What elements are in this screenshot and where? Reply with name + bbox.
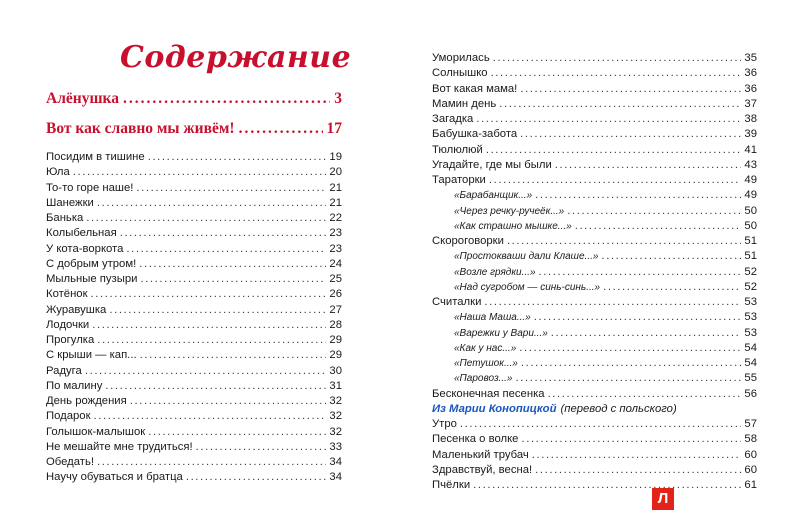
entry-page-number: 36	[744, 67, 757, 80]
toc-entry[interactable]	[46, 226, 342, 241]
entry-page-number: 28	[329, 318, 342, 331]
entry-page-number: 32	[329, 410, 342, 423]
dot-leader	[85, 364, 327, 379]
toc-entry[interactable]	[46, 150, 342, 165]
toc-entry[interactable]	[432, 417, 757, 432]
entry-page-number: 41	[744, 143, 757, 156]
toc-subentry[interactable]	[432, 265, 757, 280]
toc-subentry[interactable]	[432, 219, 757, 234]
entry-title: Утро	[432, 418, 457, 430]
entry-title: Посидим в тишине	[46, 151, 145, 163]
toc-subentry[interactable]	[432, 341, 757, 356]
entry-title: Колыбельная	[46, 227, 117, 240]
dot-leader	[491, 66, 742, 81]
toc-entry[interactable]	[46, 272, 342, 287]
dot-leader	[484, 295, 741, 310]
entry-page-number: 21	[329, 181, 342, 194]
entry-page-number: 56	[744, 387, 757, 400]
entry-title: Бесконечная песенка	[432, 387, 545, 400]
entry-page-number: 52	[744, 280, 757, 293]
entry-title: Подарок	[46, 410, 91, 423]
toc-subentry[interactable]	[432, 371, 757, 386]
dot-leader	[532, 448, 742, 463]
entry-page-number: 50	[744, 219, 757, 232]
entry-page-number: 49	[744, 189, 757, 202]
dot-leader	[109, 303, 326, 318]
entry-title: Мамин день	[432, 97, 497, 110]
toc-entry[interactable]	[46, 181, 342, 196]
toc-entry[interactable]	[46, 379, 342, 394]
dot-leader	[123, 90, 330, 108]
entry-page-number: 26	[329, 288, 342, 301]
entry-page-number: 53	[744, 326, 757, 339]
entry-title: Солнышко	[432, 67, 488, 80]
entry-title: Загадка	[432, 113, 474, 125]
dot-leader	[535, 463, 741, 478]
toc-entry[interactable]	[432, 127, 757, 142]
dot-leader	[136, 181, 326, 196]
entry-title: Не мешайте мне трудиться!	[46, 440, 193, 453]
toc-subentry[interactable]	[432, 356, 757, 371]
toc-entry[interactable]	[432, 463, 757, 478]
toc-entry[interactable]	[46, 165, 342, 180]
entry-title: «Как у нас...»	[454, 342, 517, 354]
toc-entry[interactable]	[432, 66, 757, 81]
toc-entry[interactable]	[432, 478, 757, 493]
entry-title: С крыши — кап...	[46, 349, 137, 362]
entry-title: «Паровоз...»	[454, 373, 513, 385]
entry-title: Бабушка-забота	[432, 128, 518, 141]
entry-page-number: 52	[744, 265, 757, 278]
dot-leader	[126, 242, 326, 257]
entry-title: Прогулка	[46, 334, 95, 346]
entry-page-number: 54	[744, 357, 757, 369]
entry-page-number: 55	[744, 372, 757, 385]
entry-page-number: 51	[744, 235, 757, 247]
toc-entry[interactable]	[46, 242, 342, 257]
dot-leader	[567, 204, 741, 219]
dot-leader	[499, 97, 741, 112]
entry-page-number: 61	[744, 479, 757, 491]
dot-leader	[521, 356, 742, 371]
entry-title: Маленький трубач	[432, 448, 529, 461]
entry-title: Скороговорки	[432, 235, 504, 247]
dot-leader	[148, 150, 327, 165]
dot-leader	[186, 470, 327, 485]
entry-title: Юла	[46, 166, 70, 179]
toc-entry[interactable]	[46, 425, 342, 440]
entry-page-number: 24	[329, 257, 342, 270]
entry-page-number: 51	[744, 250, 757, 263]
entry-page-number: 23	[329, 242, 342, 255]
toc-entry[interactable]	[46, 470, 342, 485]
toc-entry[interactable]	[432, 112, 757, 127]
entry-page-number: 32	[329, 395, 342, 407]
dot-leader	[493, 51, 742, 66]
entry-page-number: 29	[329, 334, 342, 346]
dot-leader	[97, 333, 326, 348]
dot-leader	[539, 265, 742, 280]
entry-title: Тараторки	[432, 174, 486, 186]
entry-title: «Варежки у Вари...»	[454, 327, 548, 339]
dot-leader	[551, 326, 742, 341]
dot-leader	[148, 425, 326, 440]
toc-entry[interactable]	[432, 158, 757, 173]
dot-leader	[139, 257, 326, 272]
entry-page-number: 57	[744, 418, 757, 430]
toc-right-column	[432, 51, 757, 493]
dot-leader	[196, 440, 327, 455]
entry-title: «Через речку-ручеёк...»	[454, 205, 565, 217]
entry-title: Мыльные пузыри	[46, 273, 138, 285]
author-note: (перевод с польского)	[560, 402, 677, 415]
entry-title: «Над сугробом — синь-синь...»	[454, 281, 601, 293]
section-page-number: 3	[334, 90, 342, 107]
entry-page-number: 38	[744, 113, 757, 125]
entry-page-number: 53	[744, 311, 757, 324]
toc-entry[interactable]	[46, 211, 342, 226]
entry-title: Лодочки	[46, 318, 90, 331]
entry-title: Угадайте, где мы были	[432, 158, 552, 171]
entry-title: «Барабанщик...»	[454, 190, 533, 202]
entry-page-number: 23	[329, 227, 342, 240]
author-name: Из Марии Конопицкой	[432, 402, 557, 415]
dot-leader	[516, 371, 742, 386]
entry-title: Пчёлки	[432, 479, 471, 491]
dot-leader	[239, 120, 323, 138]
entry-title: Банька	[46, 212, 84, 224]
publisher-logo: Л	[652, 488, 674, 510]
entry-title: Журавушка	[46, 303, 107, 316]
entry-title: По малину	[46, 379, 103, 392]
entry-title: С добрым утром!	[46, 257, 137, 270]
section-title: Вот как славно мы живём!	[46, 120, 235, 137]
toc-entry[interactable]	[46, 364, 342, 379]
entry-title: То-то горе наше!	[46, 181, 134, 194]
dot-leader	[120, 226, 327, 241]
dot-leader	[97, 196, 327, 211]
entry-page-number: 22	[329, 212, 342, 224]
section-page-number: 17	[326, 120, 342, 137]
entry-title: У кота-воркота	[46, 242, 124, 255]
entry-page-number: 36	[744, 82, 757, 95]
entry-page-number: 25	[329, 273, 342, 285]
toc-section-entry[interactable]	[46, 90, 342, 108]
toc-section-entry[interactable]	[46, 120, 342, 138]
entry-page-number: 37	[744, 97, 757, 110]
entry-page-number: 31	[329, 379, 342, 392]
entry-title: «Наша Маша...»	[454, 312, 531, 324]
dot-leader	[130, 394, 327, 409]
entry-page-number: 39	[744, 128, 757, 141]
entry-page-number: 35	[744, 52, 757, 64]
toc-entry[interactable]	[432, 82, 757, 97]
dot-leader	[521, 432, 741, 447]
section-title: Алёнушка	[46, 90, 119, 107]
entry-title: «Простокваши дали Клаше...»	[454, 251, 599, 263]
entry-page-number: 27	[329, 303, 342, 316]
dot-leader	[601, 249, 741, 264]
entry-page-number: 29	[329, 349, 342, 362]
entry-title: Здравствуй, весна!	[432, 463, 533, 476]
dot-leader	[548, 387, 742, 402]
dot-leader	[520, 127, 741, 142]
toc-entry[interactable]	[46, 318, 342, 333]
toc-entry[interactable]	[46, 455, 342, 470]
entry-title: Шанежки	[46, 196, 94, 209]
toc-subentry[interactable]	[432, 188, 757, 203]
entry-title: Радуга	[46, 364, 82, 377]
entry-title: Тюлюлюй	[432, 143, 483, 156]
dot-leader	[507, 234, 741, 249]
toc-entry[interactable]	[432, 97, 757, 112]
entry-page-number: 54	[744, 341, 757, 354]
dot-leader	[140, 272, 326, 287]
toc-entry[interactable]	[432, 432, 757, 447]
dot-leader	[476, 112, 741, 127]
toc-entry[interactable]	[46, 348, 342, 363]
toc-entry[interactable]	[432, 51, 757, 66]
toc-entry[interactable]	[432, 173, 757, 188]
dot-leader	[94, 409, 327, 424]
dot-leader	[86, 211, 326, 226]
entry-page-number: 60	[744, 463, 757, 476]
dot-leader	[555, 158, 742, 173]
toc-entry[interactable]	[432, 295, 757, 310]
toc-entry[interactable]	[432, 234, 757, 249]
dot-leader	[91, 287, 327, 302]
dot-leader	[520, 82, 741, 97]
entry-title: «Как страшно мышке...»	[454, 220, 572, 232]
toc-entry[interactable]	[46, 409, 342, 424]
toc-entry[interactable]	[46, 287, 342, 302]
entry-title: Голышок-малышок	[46, 425, 146, 438]
entry-page-number: 19	[329, 151, 342, 163]
entry-title: Песенка о волке	[432, 433, 519, 446]
dot-leader	[105, 379, 326, 394]
entry-page-number: 60	[744, 448, 757, 461]
dot-leader	[519, 341, 741, 356]
dot-leader	[473, 478, 741, 493]
entry-page-number: 58	[744, 433, 757, 446]
dot-leader	[460, 417, 742, 432]
entry-page-number: 32	[329, 425, 342, 438]
toc-entry[interactable]	[432, 143, 757, 158]
dot-leader	[489, 173, 742, 188]
toc-subentry[interactable]	[432, 204, 757, 219]
toc-entry[interactable]	[432, 387, 757, 402]
entry-page-number: 21	[329, 196, 342, 209]
entry-page-number: 34	[329, 471, 342, 484]
dot-leader	[73, 165, 327, 180]
dot-leader	[535, 188, 741, 203]
entry-page-number: 33	[329, 440, 342, 453]
page-title: Содержание	[120, 40, 352, 75]
entry-title: «Возле грядки...»	[454, 266, 536, 278]
toc-author-heading	[432, 402, 757, 417]
toc-left-column	[46, 150, 342, 486]
dot-leader	[603, 280, 741, 295]
entry-page-number: 50	[744, 204, 757, 217]
entry-page-number: 49	[744, 174, 757, 186]
entry-page-number: 53	[744, 296, 757, 308]
entry-title: Уморилась	[432, 52, 490, 64]
toc-entry[interactable]	[46, 257, 342, 272]
entry-page-number: 43	[744, 158, 757, 171]
toc-entry[interactable]	[432, 448, 757, 463]
dot-leader	[534, 310, 742, 325]
entry-title: Котёнок	[46, 288, 88, 301]
entry-title: Вот какая мама!	[432, 82, 518, 95]
entry-title: Обедать!	[46, 456, 94, 468]
dot-leader	[140, 348, 327, 363]
entry-page-number: 20	[329, 166, 342, 179]
dot-leader	[575, 219, 742, 234]
entry-title: «Петушок...»	[454, 358, 518, 369]
dot-leader	[92, 318, 326, 333]
toc-entry[interactable]	[46, 196, 342, 211]
entry-title: Считалки	[432, 296, 482, 308]
toc-entry[interactable]	[46, 394, 342, 409]
toc-entry[interactable]	[46, 440, 342, 455]
dot-leader	[486, 143, 742, 158]
entry-title: День рождения	[46, 395, 127, 407]
toc-subentry[interactable]	[432, 310, 757, 325]
entry-page-number: 30	[329, 364, 342, 377]
toc-entry[interactable]	[46, 333, 342, 348]
toc-entry[interactable]	[46, 303, 342, 318]
entry-page-number: 34	[329, 456, 342, 468]
entry-title: Научу обуваться и братца	[46, 471, 183, 484]
toc-subentry[interactable]	[432, 249, 757, 264]
toc-subentry[interactable]	[432, 326, 757, 341]
toc-subentry[interactable]	[432, 280, 757, 295]
dot-leader	[97, 455, 326, 470]
